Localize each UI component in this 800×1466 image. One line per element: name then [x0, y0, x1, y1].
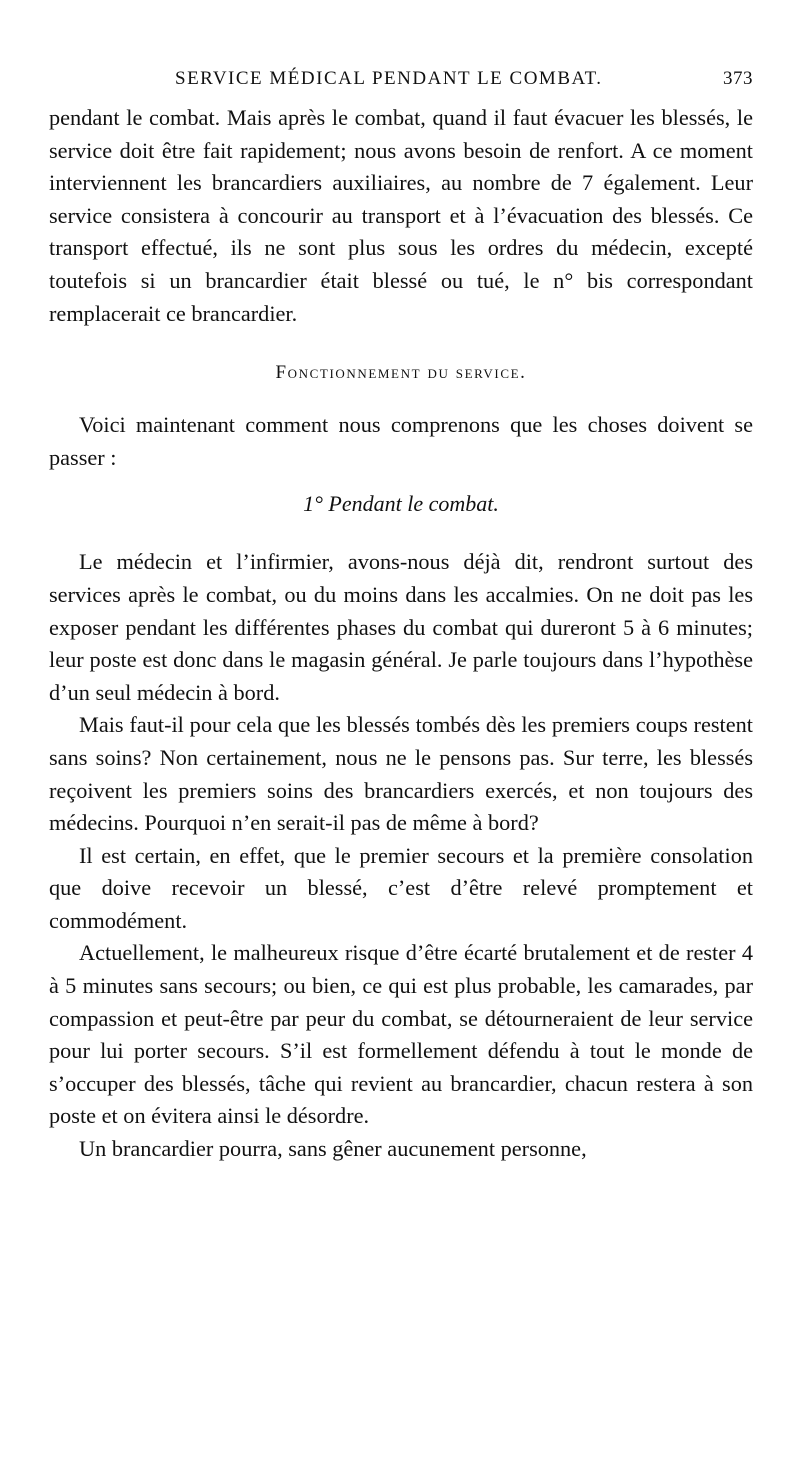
subsection-heading: 1° Pendant le combat.: [303, 491, 499, 517]
section-heading: Fonctionnement du service.: [275, 362, 527, 384]
section-intro-paragraph: Voici maintenant comment nous comprenons que les choses doivent se passer :: [49, 412, 753, 470]
page-number: 373: [723, 68, 753, 89]
running-title: SERVICE MÉDICAL PENDANT LE COMBAT.: [175, 68, 603, 89]
paragraph: Le médecin et l’infirmier, avons-nous déjà dit, rendront surtout des services après le combat, ou du moins dans les accalmies. On ne doit pas les exposer pendant les différentes phases du combat qui dureront 5 à 6 minutes; leur poste est donc dans le magasin général. Je parle toujours dans l’hypothèse d’un seul médecin à bord.: [49, 549, 753, 705]
paragraph: Il est certain, en effet, que le premier secours et la première consolation que doive recevoir un blessé, c’est d’être relevé promptement et commodément.: [49, 842, 753, 933]
book-page: [49, 62, 753, 1166]
paragraph-continuation: pendant le combat. Mais après le combat, quand il faut évacuer les blessés, le service doit être fait rapidement; nous avons besoin de renfort. A ce moment interviennent les brancardiers auxiliaires, au nombre de 7 également. Leur service consistera à concourir au transport et à l’évacuation des blessés. Ce transport effectué, ils ne sont plus sous les ordres du médecin, excepté toutefois si un brancardier était blessé ou tué, le n° bis correspondant remplacerait ce brancardier.: [49, 105, 753, 326]
paragraph-last-line: Un brancardier pourra, sans gêner aucunement personne,: [79, 1136, 587, 1162]
paragraph: Actuellement, le malheureux risque d’être écarté brutalement et de rester 4 à 5 minutes sans secours; ou bien, ce qui est plus probable, les camarades, par compassion et peut-être par peur du combat, se détourneraient de leur service pour lui porter secours. S’il est formellement défendu à tout le monde de s’occuper des blessés, tâche qui revient au brancardier, chacun restera à son poste et on évitera ainsi le désordre.: [49, 940, 753, 1129]
running-head: [49, 62, 753, 102]
paragraph: Mais faut-il pour cela que les blessés tombés dès les premiers coups restent sans soins? Non certainement, nous ne le pensons pas. Sur terre, les blessés reçoivent les premiers soins des brancardiers exercés, et non toujours des médecins. Pourquoi n’en serait-il pas de même à bord?: [49, 712, 753, 836]
